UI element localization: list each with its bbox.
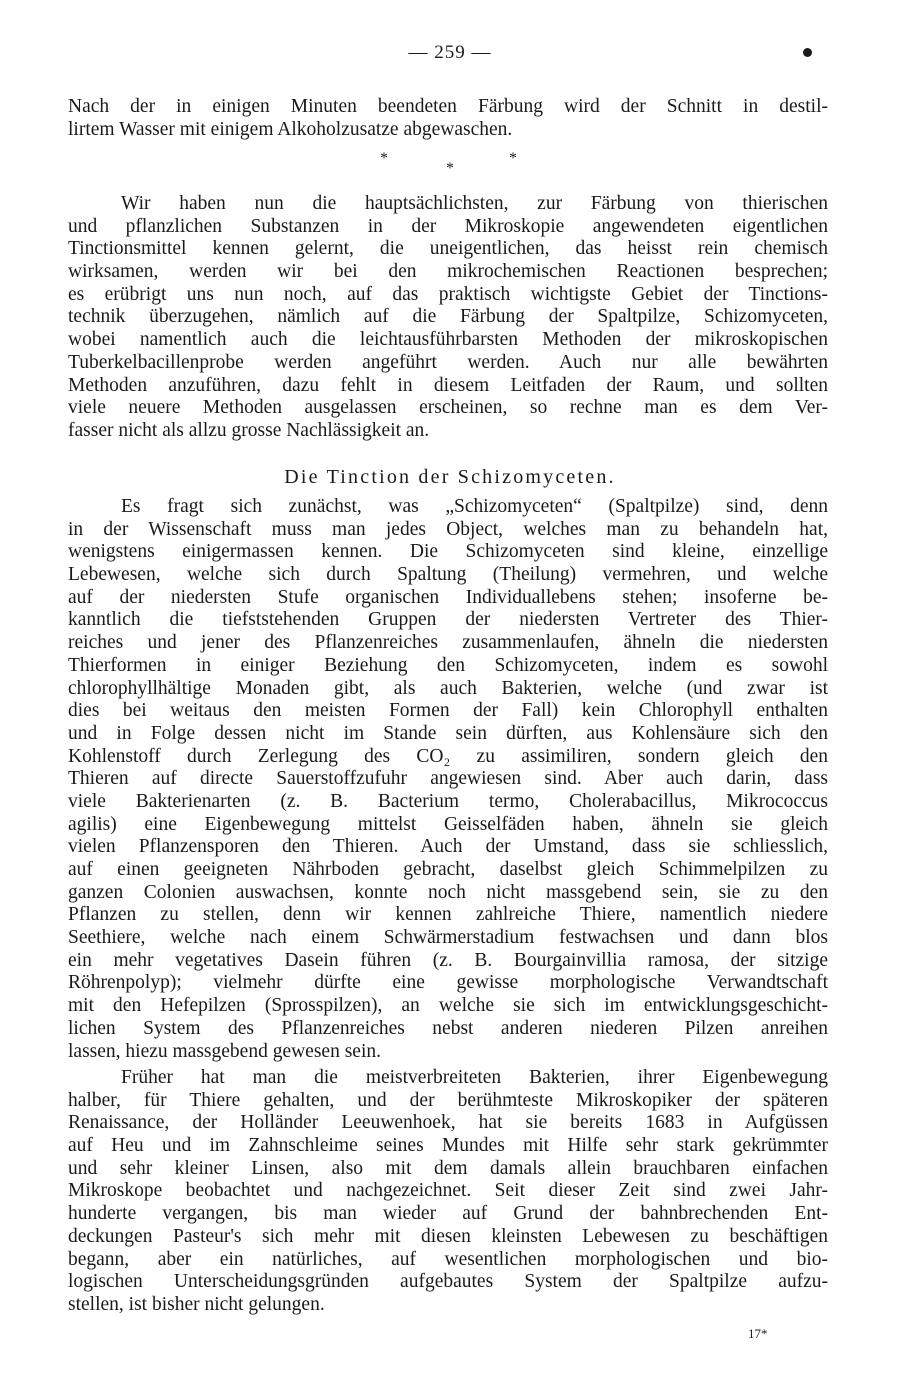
text-line: Kohlenstoff durch Zerlegung des CO₂ zu assimiliren, sondern gleich den — [68, 745, 828, 767]
text-line: mit den Hefepilzen (Sprosspilzen), an welche sie sich im entwicklungsgeschicht- — [68, 995, 828, 1017]
text-line: und in Folge dessen nicht im Stande sein dürften, aus Kohlensäure sich den — [68, 722, 828, 744]
text-line: Tinctionsmittel kennen gelernt, die uneigentlichen, das heisst rein chemisch — [68, 238, 828, 260]
text-line: lirtem Wasser mit einigem Alkoholzusatze abgewaschen. — [68, 118, 513, 140]
text-line: technik überzugehen, nämlich auf die Färbung der Spaltpilze, Schizomyceten, — [68, 306, 828, 328]
text-line: Röhrenpolyp); vielmehr dürfte eine gewisse morphologische Verwandtschaft — [68, 972, 828, 994]
text-line: agilis) eine Eigenbewegung mittelst Geisselfäden haben, ähneln sie gleich — [68, 813, 828, 835]
text-line: Thierformen in einiger Beziehung den Schizomyceten, indem es sowohl — [68, 654, 828, 676]
text-line: es erübrigt uns nun noch, auf das praktisch wichtigste Gebiet der Tinctions- — [68, 283, 828, 305]
text-line: Nach der in einigen Minuten beendeten Färbung wird der Schnitt in destil- — [68, 96, 828, 117]
text-line: logischen Unterscheidungsgründen aufgebautes System der Spaltpilze aufzu- — [68, 1271, 828, 1293]
text-line: wirksamen, werden wir bei den mikrochemischen Reactionen besprechen; — [68, 261, 828, 283]
text-line: dies bei weitaus den meisten Formen der Fall) kein Chlorophyll enthalten — [68, 700, 828, 722]
text-line: Renaissance, der Holländer Leeuwenhoek, hat sie bereits 1683 in Aufgüssen — [68, 1112, 828, 1134]
text-line: Thieren auf directe Sauerstoffzufuhr angewiesen sind. Aber auch darin, dass — [68, 768, 828, 790]
page-number: — 259 — — [408, 42, 492, 63]
text-line: Mikroskope beobachtet und nachgezeichnet. Seit dieser Zeit sind zwei Jahr- — [68, 1180, 828, 1202]
paragraph-intro — [68, 96, 828, 141]
text-line: Wir haben nun die hauptsächlichsten, zur Färbung von thierischen — [121, 193, 828, 214]
text-line: Seethiere, welche nach einem Schwärmerstadium festwachsen und dann blos — [68, 927, 828, 949]
section-heading: Die Tinction der Schizomyceten. — [284, 466, 616, 488]
asterisk: * — [509, 150, 517, 167]
text-line: wenigstens einigermassen kennen. Die Schizomyceten sind kleine, einzellige — [68, 541, 828, 563]
text-line: auf der niedersten Stufe organischen Individuallebens stehen; insoferne be- — [68, 586, 828, 608]
text-line: auf einen geeigneten Nährboden gebracht, daselbst gleich Schimmelpilzen zu — [68, 859, 828, 880]
text-line: kanntlich die tiefststehenden Gruppen der niedersten Vertreter des Thier- — [68, 609, 828, 631]
text-line: begann, aber ein natürliches, auf wesentlichen morphologischen und bio- — [68, 1248, 828, 1270]
paragraph-schizomyceten — [68, 496, 828, 1063]
text-line: halber, für Thiere gehalten, und der berühmteste Mikroskopiker der späteren — [68, 1089, 828, 1111]
asterisk: * — [380, 150, 388, 167]
text-line: vielen Pflanzensporen den Thieren. Auch der Umstand, dass sie schliesslich, — [68, 836, 828, 858]
text-line: stellen, ist bisher nicht gelungen. — [68, 1293, 325, 1315]
text-line: Methoden anzuführen, dazu fehlt in diesem Leitfaden der Raum, und sollten — [68, 374, 828, 396]
text-line: Es fragt sich zunächst, was „Schizomyceten“ (Spaltpilze) sind, denn — [121, 496, 828, 517]
text-line: fasser nicht als allzu grosse Nachlässigkeit an. — [68, 419, 430, 441]
paragraph-tinction-methods — [68, 193, 828, 443]
text-line: reiches und jener des Pflanzenreiches zusammenlaufen, ähneln die niedersten — [68, 632, 828, 654]
text-line: viele neuere Methoden ausgelassen erscheinen, so rechne man es dem Ver- — [68, 397, 828, 419]
ink-dot — [803, 48, 812, 57]
text-line: lassen, hiezu massgebend gewesen sein. — [68, 1040, 381, 1062]
signature-mark: 17* — [748, 1326, 768, 1341]
text-line: viele Bakterienarten (z. B. Bacterium termo, Cholerabacillus, Mikrococcus — [68, 790, 828, 812]
text-line: und pflanzlichen Substanzen in der Mikroskopie angewendeten eigentlichen — [68, 215, 828, 237]
text-line: chlorophyllhältige Monaden gibt, als auch Bakterien, welche (und zwar ist — [68, 677, 828, 699]
text-line: Pflanzen zu stellen, denn wir kennen zahlreiche Thiere, namentlich niedere — [68, 904, 828, 926]
text-line: auf Heu und im Zahnschleime seines Mundes mit Hilfe sehr stark gekrümmter — [68, 1135, 828, 1157]
text-line: Lebewesen, welche sich durch Spaltung (Theilung) vermehren, und welche — [68, 564, 828, 586]
text-line: Tuberkelbacillenprobe werden angeführt werden. Auch nur alle bewährten — [68, 351, 828, 373]
text-line: deckungen Pasteur's sich mehr mit diesen kleinsten Lebewesen zu beschäftigen — [68, 1225, 828, 1247]
text-line: in der Wissenschaft muss man jedes Object, welches man zu behandeln hat, — [68, 518, 828, 540]
text-line: Früher hat man die meistverbreiteten Bakterien, ihrer Eigenbewegung — [121, 1067, 828, 1088]
text-line: lichen System des Pflanzenreiches nebst anderen niederen Pilzen anreihen — [68, 1017, 828, 1039]
paragraph-history — [68, 1067, 828, 1317]
asterism — [0, 148, 900, 178]
text-line: wobei namentlich auch die leichtausführbarsten Methoden der mikroskopischen — [68, 329, 828, 351]
text-line: hunderte vergangen, bis man wieder auf Grund der bahnbrechenden Ent- — [68, 1203, 828, 1225]
text-line: ganzen Colonien auswachsen, konnte noch nicht massgebend sein, sie zu den — [68, 881, 828, 903]
asterisk: * — [446, 160, 454, 177]
text-line: und sehr kleiner Linsen, also mit dem damals allein brauchbaren einfachen — [68, 1157, 828, 1179]
text-line: ein mehr vegetatives Dasein führen (z. B. Bourgainvillia ramosa, der sitzige — [68, 949, 828, 971]
